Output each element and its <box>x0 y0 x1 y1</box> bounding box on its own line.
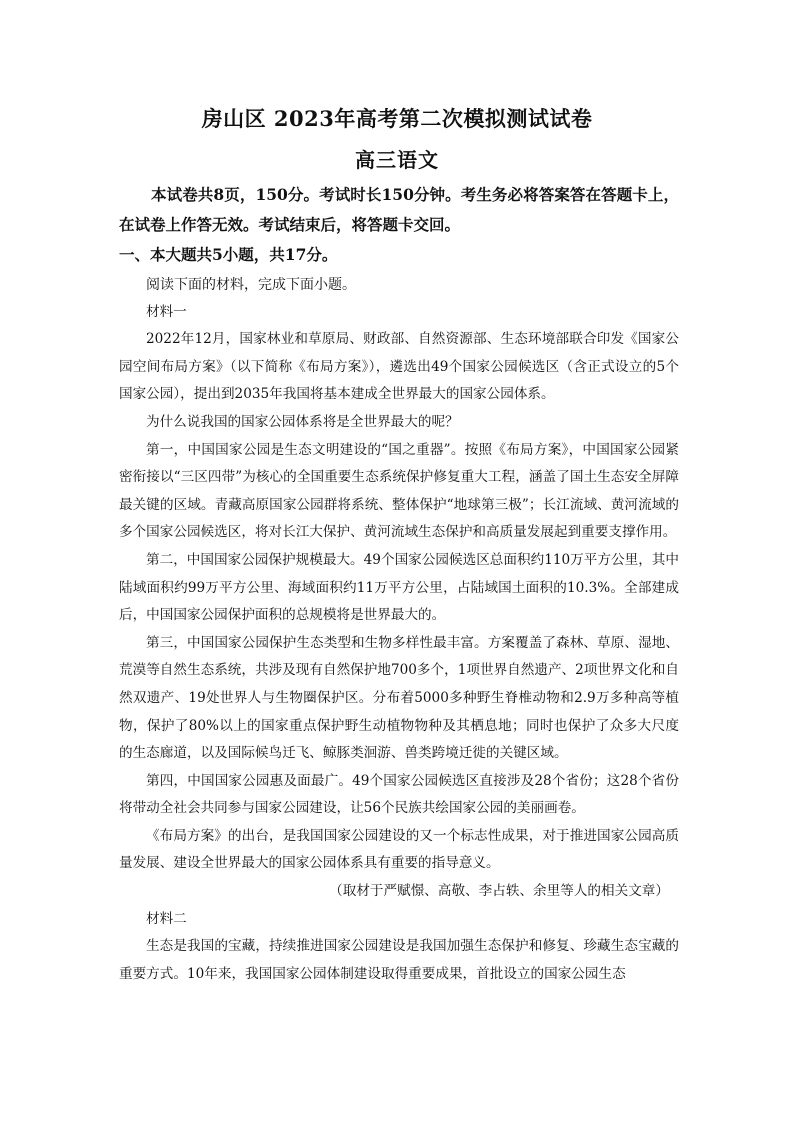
material-label: 材料二 <box>146 910 187 927</box>
paragraph: 生态是我国的宝藏，持续推进国家公园建设是我国加强生态保护和修复、珍藏生态宝藏的重要方式。10年来，我国国家公园体制建设取得重要成果，首批设立的国家公园生态 <box>119 938 679 982</box>
paragraph: 2022年12月，国家林业和草原局、财政部、自然资源部、生态环境部联合印发《国家公园空间布局方案》（以下简称《布局方案》），遴选出49个国家公园候选区（含正式设立的5个国家公园），提出到2035年我国将基本建成全世界最大的国家公园体系。 <box>119 331 679 403</box>
paragraph: 《布局方案》的出台，是我国国家公园建设的又一个标志性成果，对于推进国家公园高质量发展、建设全世界最大的国家公园体系具有重要的指导意义。 <box>119 827 679 872</box>
exam-subtitle: 高三语文 <box>355 148 439 172</box>
exam-instructions: 本试卷共8页，150分。考试时长150分钟。考生务必将答案答在答题卡上，在试卷上作答无效。考试结束后，将答题卡交回。 <box>119 185 679 234</box>
paragraph: 第一，中国国家公园是生态文明建设的“国之重器”。按照《布局方案》，中国国家公园紧密衔接以“三区四带”为核心的全国重要生态系统保护修复重大工程，涵盖了国土生态安全屏障最关键的区域。青藏高原国家公园群将系统、整体保护“地球第三极”；长江流域、黄河流域的多个国家公园候选区，将对长江大保护、黄河流域生态保护和高质量发展起到重要支撑作用。 <box>119 441 679 541</box>
section-heading: 一、本大题共5小题，共17分。 <box>119 245 338 264</box>
source-citation: （取材于严赋憬、高敬、李占轶、余里等人的相关文章） <box>329 883 669 900</box>
paragraph: 第二，中国国家公园保护规模最大。49个国家公园候选区总面积约110万平方公里，其中陆域面积约99万平方公里、海域面积约11万平方公里，占陆域国土面积的10.3%。全部建成后，中国国家公园保护面积的总规模将是世界最大的。 <box>119 551 679 624</box>
paragraph: 为什么说我国的国家公园体系将是全世界最大的呢？ <box>146 413 459 430</box>
paragraph: 第四，中国国家公园惠及面最广。49个国家公园候选区直接涉及28个省份；这28个省份将带动全社会共同参与国家公园建设，让56个民族共绘国家公园的美丽画卷。 <box>119 772 679 817</box>
passage-body <box>119 271 679 988</box>
paragraph: 第三，中国国家公园保护生态类型和生物多样性最丰富。方案覆盖了森林、草原、湿地、荒漠等自然生态系统，共涉及现有自然保护地700多个，1项世界自然遗产、2项世界文化和自然双遗产、19处世界人与生物圈保护区。分布着5000多种野生脊椎动物和2.9万多种高等植物，保护了80%以上的国家重点保护野生动植物物种及其栖息地；同时也保护了众多大尺度的生态廊道，以及国际候鸟迁飞、鲸豚类洄游、兽类跨境迁徙的关键区域。 <box>119 634 679 762</box>
exam-title: 房山区 2023年高考第二次模拟测试试卷 <box>201 106 593 131</box>
material-label: 材料一 <box>146 303 187 320</box>
reading-instruction: 阅读下面的材料，完成下面小题。 <box>146 276 356 292</box>
